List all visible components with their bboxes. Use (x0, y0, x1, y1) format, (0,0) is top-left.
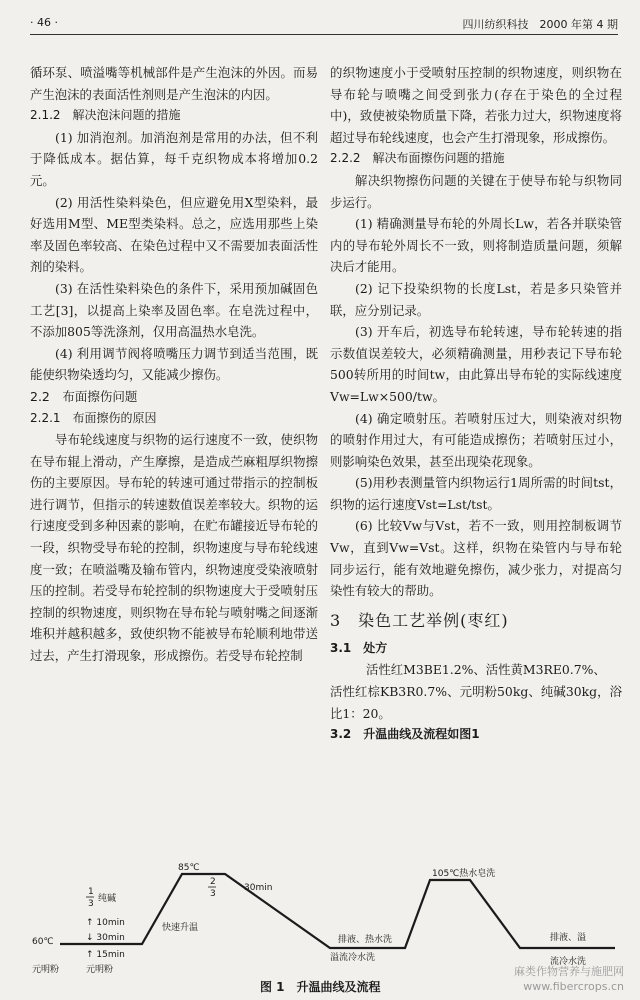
frac2-num: 2 (210, 877, 216, 887)
label-overflow-cold: 溢流冷水洗 (330, 953, 376, 963)
right-column-paragraph-3: (1) 精确测量导布轮的外周长Lw，若各并联染管内的导布轮外周长不一致，则将制造质量问题，须解决后才能用。 (330, 216, 622, 275)
label-60c: 60℃ (32, 937, 54, 947)
left-column-paragraph-5: (4) 利用调节阀将喷嘴压力调节到适当范围，既能使织物染透均匀，又能减少擦伤。 (30, 345, 318, 383)
label-10min: ↑ 10min (86, 918, 125, 928)
label-drain-hot-wash: 排液、热水洗 (338, 935, 393, 945)
heating-curve-svg (30, 860, 622, 978)
right-column-paragraph-4: (2) 记下投染织物的长度Lst，若是多只染管并联，应分别记录。 (330, 280, 622, 318)
label-30min: 30min (244, 883, 273, 893)
label-15min: ↑ 15min (86, 950, 125, 960)
right-column-paragraph-2: 解决织物擦伤问题的关键在于使导布轮与织物同步运行。 (330, 172, 622, 210)
right-column (330, 62, 622, 746)
left-column-paragraph-0: 循环泵、喷溢嘴等机械部件是产生泡沫的外因。而易产生泡沫的表面活性剂则是产生泡沫的内因。 (30, 65, 318, 102)
watermark-site-name: 麻类作物营养与施肥网 (514, 965, 624, 978)
alkali-fraction-den: 3 (88, 899, 94, 909)
label-cold-right: 流冷水洗 (550, 957, 587, 967)
left-column-paragraph-8: 导布轮线速度与织物的运行速度不一致，使织物在导布辊上滑动，产生摩擦，是造成苎麻粗厚织物擦伤的主要原因。导布轮的转速可通过带指示的控制板进行调节，但指示的转速数值误差率较大。织物的运行速度受到多种因素的影响，在贮布罐接近导布轮的一段，织物受导布轮的控制，织物速度与导布轮线速度一致；在喷溢嘴及输布管内，织物速度受染液喷射压的控制。若受导布轮控制的织物速度大于受喷射压控制的织物速度，则织物在导布轮与喷射嘴之间逐渐堆积并越积越多，致使织物不能被导布轮顺利地带送过去，产生打滑现象，形成擦伤。若受导布轮控制 (30, 432, 318, 664)
right-column-paragraph-12: 活性红棕KB3R0.7%、元明粉50kg、纯碱30kg，浴比1：20。 (330, 684, 622, 721)
left-column-paragraph-4: (3) 在活性染料染色的条件下，采用预加碱固色工艺[3]，以提高上染率及固色率。在皂洗过程中，不添加805等洗涤剂，仅用高温热水皂洗。 (30, 280, 318, 340)
right-column-paragraph-11: 活性红M3BE1.2%、活性黄M3RE0.7%、 (366, 662, 606, 678)
right-column-paragraph-13: 3.2 升温曲线及流程如图1 (330, 727, 480, 742)
running-header (30, 12, 618, 32)
label-drain-right: 排液、溢 (550, 933, 587, 943)
label-fast-heating: 快速升温 (162, 923, 199, 933)
heating-curve-figure (30, 860, 622, 978)
left-column-paragraph-6: 2.2 布面擦伤问题 (30, 388, 138, 404)
left-column-paragraph-2: (1) 加消泡剂。加消泡剂是常用的办法，但不利于降低成本。据估算，每千克织物成本将增加0.2元。 (30, 129, 318, 188)
right-column-paragraph-6: (4) 确定喷射压。若喷射压过大，则染液对织物的喷射作用过大，有可能造成擦伤；若喷射压过小，则影响染色效果，甚至出现染花现象。 (330, 410, 622, 469)
page-number: · 46 · (30, 16, 58, 29)
left-column-paragraph-1: 2.1.2 解决泡沫问题的措施 (30, 108, 181, 123)
header-rule (30, 34, 618, 35)
right-column-paragraph-9: 3 染色工艺举例(枣红) (330, 610, 509, 630)
right-column-paragraph-0: 的织物速度小于受喷射压控制的织物速度，则织物在导布轮与喷嘴之间受到张力(存在于染色的全过程中)，致使被染物质量下降，若张力过大，织物速度将超过导布轮线速度，也会产生打滑现象，形成擦伤。 (330, 65, 622, 145)
watermark (514, 964, 624, 994)
label-salt-1: 元明粉 (32, 965, 60, 975)
label-85c: 85℃ (178, 863, 200, 873)
right-column-paragraph-5: (3) 开车后，初选导布轮转速，导布轮转速的指示数值误差较大，必须精确测量，用秒表记下导布轮500转所用的时间tw，由此算出导布轮的实际线速度Vw=Lw×500/tw。 (330, 324, 622, 404)
right-column-paragraph-10: 3.1 处方 (330, 640, 388, 655)
right-column-paragraph-1: 2.2.2 解决布面擦伤问题的措施 (330, 151, 505, 166)
journal-info: 四川纺织科技 2000 年第 4 期 (462, 18, 618, 31)
label-30min-hold: ↓ 30min (86, 933, 125, 943)
label-salt-2: 元明粉 (86, 965, 114, 975)
label-105c-soaping: 105℃热水皂洗 (432, 869, 496, 879)
watermark-url: www.fibercrops.cn (523, 980, 624, 993)
left-column-paragraph-7: 2.2.1 布面擦伤的原因 (30, 410, 157, 425)
frac2-den: 3 (210, 889, 216, 899)
figure-caption: 图 1 升温曲线及流程 (260, 980, 381, 994)
alkali-fraction-num: 1 (88, 887, 94, 897)
right-column-paragraph-7: (5)用秒表测量管内织物运行1周所需的时间tst，织物的运行速度Vst=Lst/tst。 (330, 475, 622, 512)
right-column-paragraph-8: (6) 比较Vw与Vst，若不一致，则用控制板调节Vw，直到Vw=Vst。这样，织物在染管内与导布轮同步运行，能有效地避免擦伤，减少张力，对提高匀染性有较大的帮助。 (330, 518, 622, 599)
label-soda: 纯碱 (98, 894, 117, 904)
left-column (30, 62, 318, 667)
left-column-paragraph-3: (2) 用活性染料染色，但应避免用X型染料，最好选用M型、ME型类染料。总之，应选用那些上染率及固色率较高、在染色过程中又不需要加表面活性剂的染料。 (30, 194, 318, 275)
